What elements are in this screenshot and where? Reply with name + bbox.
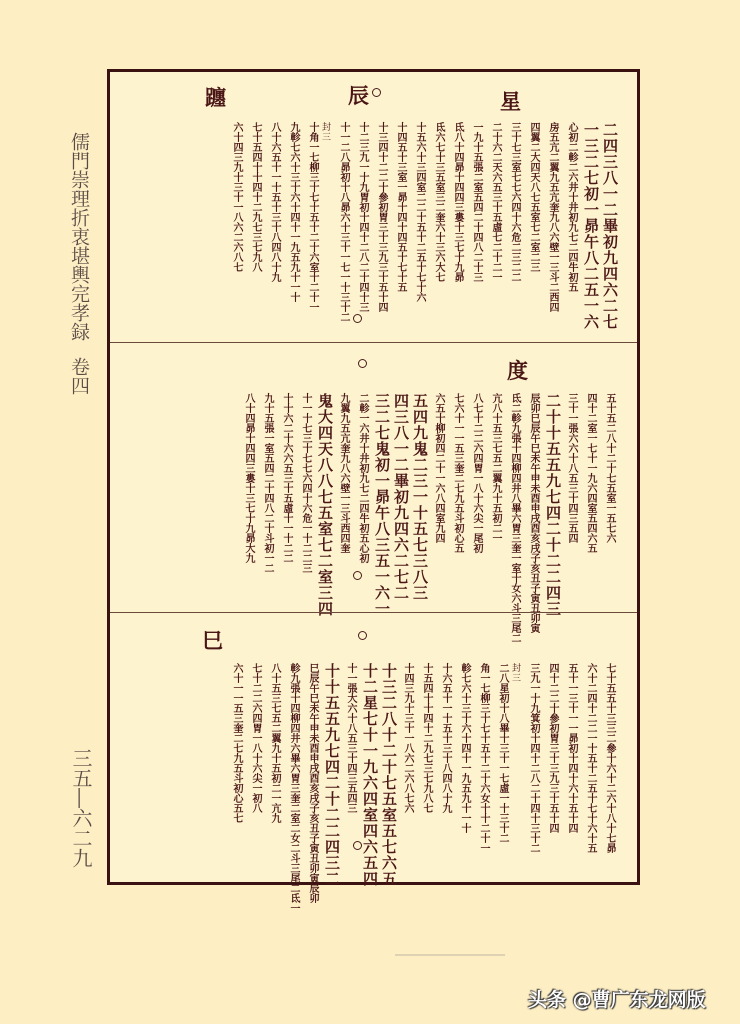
text-column: 軫九張十四柳四井六畢六胃三奎二室二女二斗三尾二氐一 [288,663,299,913]
text-column: 八十六五十一十五十三十八四八十九 [269,122,280,282]
text-column: 六十一一五三奎二七九五斗初心五七 [231,663,242,823]
text-column: 二八星初十八畢十三十一七虛一十三十二 [497,663,508,843]
text-column: 氐六七十三五室三二奎六十三六大七 [433,122,444,282]
text-column: 十一張大六十八五三十四三五四三 [345,663,356,813]
text-column: 七十二二六四胃一八十六尖一初八 [250,663,261,813]
text-column: 十四三九十三十一八六二六八七六 [402,663,413,813]
text-column: 氐二軫九張十四柳四井八畢六胃三奎一室十女六斗三尾二 [509,393,520,643]
text-column: 五四九鬼二三一十五七三八三 [411,393,429,601]
text-column: 十六五十一十五十三十八四八十九 [440,663,451,813]
text-column: 九十五張一室五四二十四八二十斗初一二 [262,393,273,573]
text-column: 四翼二大四天八七五室七二室二三 [528,122,539,272]
text-column: 一三二七初一昴午八二五一六 [582,122,600,330]
header-xing: 星 [500,89,521,114]
text-column: 房五亢二翼九五亢奎九八六壁一三斗二西四 [547,122,558,312]
text-column: 二軫一六井十井初九七二四牛初五心初 [357,393,368,563]
circle-mark [358,631,367,640]
section-top [110,72,637,342]
watermark: 头条 @曹广东龙网版 [528,989,706,1011]
text-column: 十十五五九七四二十二二四三二 [323,663,341,887]
text-column: 三十七三室七七六四十六危二三二二 [509,122,520,282]
circle-mark [358,359,367,368]
page-number: 三五―六二九 [69,748,93,868]
text-columns [227,122,619,332]
text-column: 心初二軫二六井十井初九七二四牛初五 [566,122,577,292]
volume-label: 卷四 [68,357,90,395]
text-column: 六十四三九十三十一八六二六八七 [231,122,242,272]
text-column: 十三二八十二十七五室五七六五 [380,663,398,887]
text-column: 三九一十九箕初十四十二八二十四十三十二 [528,663,539,853]
text-column: 十二三九一十九胃初十四十二八二十四十三 [357,122,368,312]
text-columns [239,393,619,643]
text-column: 軫七六十三十六十四十一九五九十一十 [459,663,470,833]
text-column: 辰卯巳辰午巳未午申未酉申戌酉亥戌子亥丑子寅丑卯寅 [528,393,539,633]
text-column: 六十二四十二二一十五十二五十七十六十五 [585,663,596,853]
book-title-margin [66,132,90,395]
text-column: 九翼九五亢奎九八六壁一三斗西四奎 [338,393,349,553]
text-column: 十二星七十一九六四室四六五四 [361,663,379,887]
text-column: 鬼大四天八八七五室七二室三四 [316,393,334,617]
text-column: 七十五五十三三二參十六十二六十八十七昴 [604,663,615,853]
text-column: 五十一三十一一昴初十四十六十五十四 [566,663,577,833]
text-column: 三二七鬼初一昴午八三五一六一 [373,393,391,617]
text-column: 四十二二十參初胃三十三九三十五十四 [547,663,558,833]
text-column: 氐八十四昴十四四三婁十三七十九昴 [452,122,463,282]
book-title: 儒門崇理折衷堪輿完孝録 [68,132,90,341]
text-column: 一九十五張二室五四二十四八二十三 [471,122,482,282]
text-column: 十三四十二二十參初胃三十三九三十五十四 [376,122,387,312]
header-si: 巳 [202,628,223,653]
text-column: 十一十七三十七七六四十六危一十二二三 [300,393,311,573]
scan-artifact [395,954,505,956]
text-column: 六五十柳初四二十一六八四室九四 [433,393,444,543]
text-column: 十四五十三室一昴十四十四五十七十五 [395,122,406,292]
text-column: 四三八一二畢初九四六二七二 [392,393,410,601]
text-column: 封三 [320,122,330,142]
circle-mark [372,88,381,97]
text-column: 八七十二二六四胃一八十六尖一尾初 [471,393,482,553]
text-columns [227,663,619,913]
text-column: 十一二八昴初十八昴六十三十一七一十三十二 [338,122,349,322]
text-column: 巳辰午巳未午申未酉申戌酉亥戌子亥丑子寅丑卯寅辰卯 [307,663,318,903]
text-column: 七六十一一五三奎二七九五斗初心五 [452,393,463,553]
text-column: 五十五二八十二十七五室一五七六 [604,393,615,543]
text-column: 八十五三七五二翼九十五初二一亢九 [269,663,280,823]
text-column: 角一七柳三十七十五十二十六女十十二十一 [478,663,489,853]
text-column: 七十五四十十四十二九七三七九八 [250,122,261,272]
text-column: 二十六二天六五三十五虛七二十二一 [490,122,501,282]
text-column: 十角一七柳三十七十五十二十六室十二十一 [307,122,318,312]
text-column: 十十六二十六六五三十五虛十一十二二 [281,393,292,563]
header-chan: 躔 [205,85,226,110]
text-column: 封三 [510,663,520,683]
text-column: 八十四昴十四四三婁十三七十九昴大九 [243,393,254,563]
text-column: 四十二室一七十一九六四室五四六五 [585,393,596,553]
header-du: 度 [507,358,528,383]
section-middle [110,342,637,643]
header-chen: 辰 [348,83,369,108]
text-column: 亢八十五三七五二翼九十五初二一 [490,393,501,543]
text-column: 九軫七六十三十六十四十一九五九十一十 [288,122,299,302]
text-column: 二四三八一二畢初九四六二七 [601,122,619,330]
page-frame [107,69,640,913]
text-column: 二十十五五九七四二十二二四三 [544,393,562,617]
text-column: 三十一張六六十八五三十四三五四 [566,393,577,543]
text-column: 十五四十十四十二九七三七九八七 [421,663,432,813]
text-column: 十五六十三四室二二十五十二五十七十六 [414,122,425,302]
section-bottom [110,612,637,913]
